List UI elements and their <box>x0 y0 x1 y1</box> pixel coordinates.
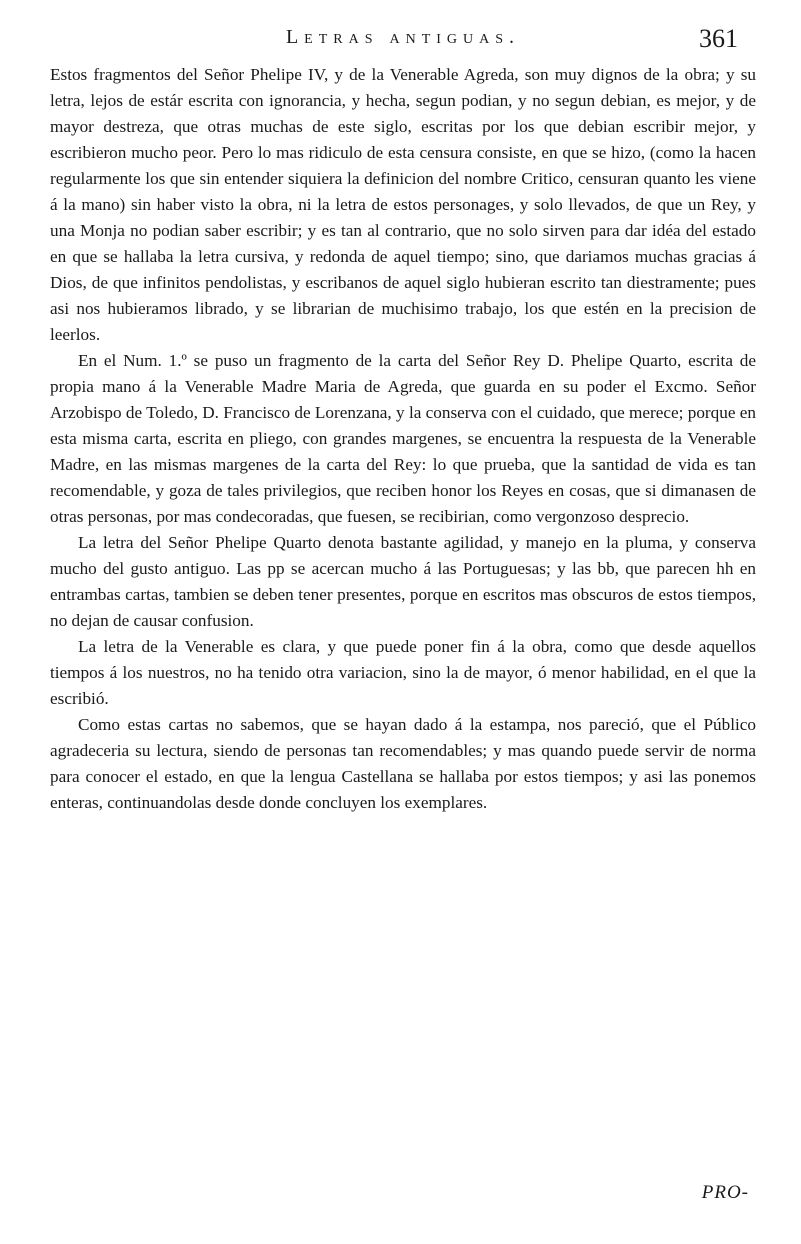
page-number: 361 <box>699 24 738 53</box>
page-header <box>50 22 756 64</box>
paragraph: La letra del Señor Phelipe Quarto denota bastante agilidad, y manejo en la pluma, y conserva mucho del gusto antiguo. Las pp se acercan mucho á las Portuguesas; y las bb, que parecen hh en entrambas cartas, tambien se deben tener presentes, porque en escritos mas obscuros de estos tiempos, no dejan de causar confusion. <box>50 533 756 630</box>
paragraph: La letra de la Venerable es clara, y que puede poner fin á la obra, como que desde aquellos tiempos á los nuestros, no ha tenido otra variacion, sino la de mayor, ó menor habilidad, en el que la escribió. <box>50 637 756 708</box>
paragraph: En el Num. 1.º se puso un fragmento de la carta del Señor Rey D. Phelipe Quarto, escrita de propia mano á la Venerable Madre Maria de Agreda, que guarda en su poder el Excmo. Señor Arzobispo de Toledo, D. Francisco de Lorenzana, y la conserva con el cuidado, que merece; porque en esta misma carta, escrita en pliego, con grandes margenes, se encuentra la respuesta de la Venerable Madre, en las mismas margenes de la carta del Rey: lo que prueba, que la santidad de vida es tan recomendable, y goza de tales privilegios, que reciben honor los Reyes en cosas, que si dimanasen de otras personas, por mas condecoradas, que fuesen, se recibirian, como vergonzoso desprecio. <box>50 351 756 526</box>
paragraph: Como estas cartas no sabemos, que se hayan dado á la estampa, nos pareció, que el Público agradeceria su lectura, siendo de personas tan recomendables; y mas quando puede servir de norma para conocer el estado, en que la lengua Castellana se hallaba por estos tiempos; y asi las ponemos enteras, continuandolas desde donde concluyen los exemplares. <box>50 715 756 812</box>
body-text <box>50 62 756 816</box>
catchword: PRO- <box>701 1182 749 1203</box>
paragraph: Estos fragmentos del Señor Phelipe IV, y de la Venerable Agreda, son muy dignos de la obra; y su letra, lejos de estár escrita con ignorancia, y hecha, segun podian, y no segun debian, es mejor, y de mayor destreza, que otras muchas de este siglo, escritas por los que debian escribir mejor, y escribieron mucho peor. Pero lo mas ridiculo de esta censura consiste, en que se hizo, (como la hacen regularmente los que sin entender siquiera la definicion del nombre Critico, censuran quanto les viene á la mano) sin haber visto la obra, ni la letra de estos personages, y solo llevados, de que un Rey, y una Monja no podian saber escribir; y es tan al contrario, que no solo sirven para dar idéa del estado en que se hallaba la letra cursiva, y redonda de aquel tiempo; sino, que dariamos muchas gracias á Dios, de que infinitos pendolistas, y escribanos de aquel siglo hubieran escrito tan diestramente; pues asi nos hubieramos librado, y se librarian de muchisimo trabajo, los que estén en la precision de leerlos. <box>50 65 756 344</box>
running-head: Letras antiguas. <box>285 26 521 48</box>
